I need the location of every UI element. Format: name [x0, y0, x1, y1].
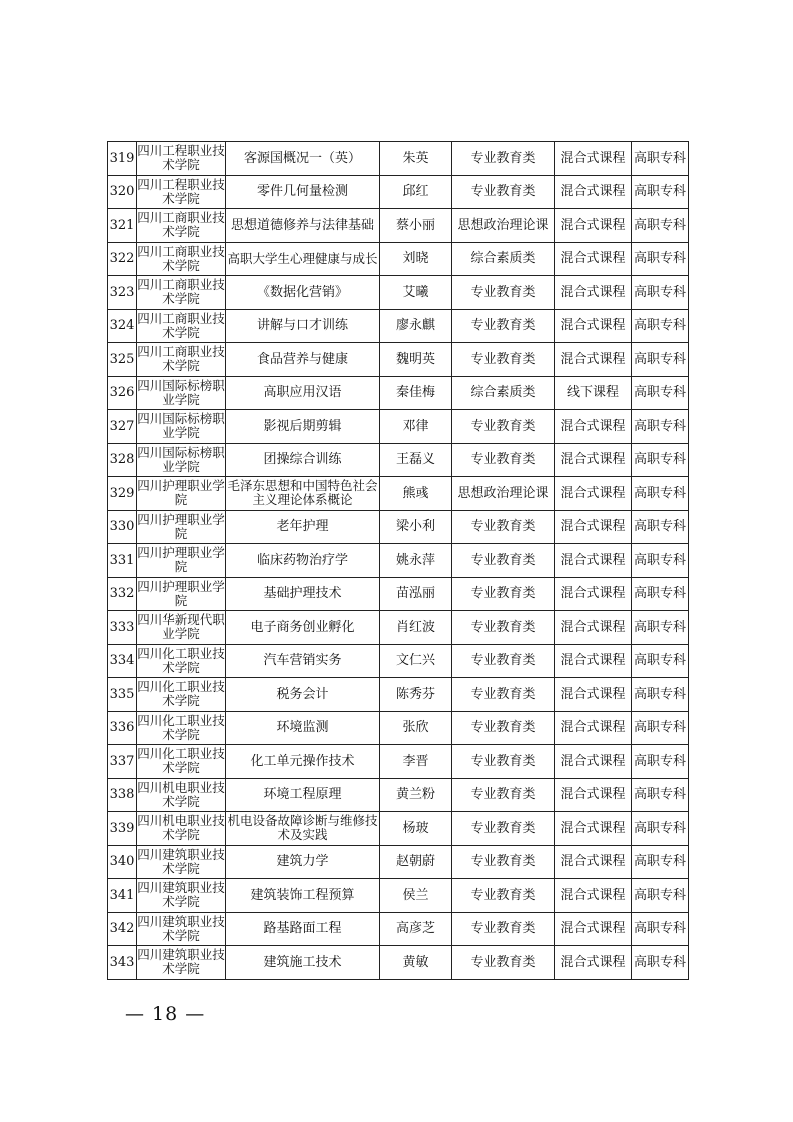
table-row — [108, 175, 689, 209]
course-type-cell: 混合式课程 — [555, 209, 632, 243]
row-number-cell: 329 — [108, 477, 137, 511]
course-type-cell: 混合式课程 — [555, 443, 632, 477]
teacher-cell: 李晋 — [380, 745, 452, 779]
course-name-cell: 基础护理技术 — [226, 577, 380, 611]
row-number-cell: 327 — [108, 410, 137, 444]
course-type-cell: 混合式课程 — [555, 142, 632, 176]
teacher-cell: 高彦芝 — [380, 912, 452, 946]
row-number-cell: 341 — [108, 879, 137, 913]
school-cell: 四川化工职业技术学院 — [137, 711, 226, 745]
table-row — [108, 577, 689, 611]
category-cell: 专业教育类 — [452, 711, 555, 745]
course-type-cell: 混合式课程 — [555, 644, 632, 678]
table-row — [108, 242, 689, 276]
course-type-cell: 混合式课程 — [555, 577, 632, 611]
school-cell: 四川工商职业技术学院 — [137, 209, 226, 243]
table-row — [108, 912, 689, 946]
category-cell: 专业教育类 — [452, 175, 555, 209]
course-name-cell: 食品营养与健康 — [226, 343, 380, 377]
course-name-cell: 环境工程原理 — [226, 778, 380, 812]
level-cell: 高职专科 — [632, 577, 689, 611]
teacher-cell: 侯兰 — [380, 879, 452, 913]
course-name-cell: 讲解与口才训练 — [226, 309, 380, 343]
level-cell: 高职专科 — [632, 711, 689, 745]
category-cell: 专业教育类 — [452, 276, 555, 310]
category-cell: 综合素质类 — [452, 242, 555, 276]
row-number-cell: 343 — [108, 946, 137, 980]
course-name-cell: 零件几何量检测 — [226, 175, 380, 209]
level-cell: 高职专科 — [632, 343, 689, 377]
category-cell: 综合素质类 — [452, 376, 555, 410]
category-cell: 专业教育类 — [452, 309, 555, 343]
row-number-cell: 325 — [108, 343, 137, 377]
row-number-cell: 342 — [108, 912, 137, 946]
table-row — [108, 946, 689, 980]
course-type-cell: 混合式课程 — [555, 946, 632, 980]
table-row — [108, 711, 689, 745]
teacher-cell: 张欣 — [380, 711, 452, 745]
teacher-cell: 邓律 — [380, 410, 452, 444]
category-cell: 专业教育类 — [452, 778, 555, 812]
course-type-cell: 混合式课程 — [555, 711, 632, 745]
course-name-cell: 临床药物治疗学 — [226, 544, 380, 578]
teacher-cell: 刘晓 — [380, 242, 452, 276]
course-name-cell: 税务会计 — [226, 678, 380, 712]
category-cell: 思想政治理论课 — [452, 209, 555, 243]
level-cell: 高职专科 — [632, 410, 689, 444]
category-cell: 专业教育类 — [452, 544, 555, 578]
teacher-cell: 姚永萍 — [380, 544, 452, 578]
course-list-table — [107, 141, 689, 980]
school-cell: 四川工商职业技术学院 — [137, 276, 226, 310]
level-cell: 高职专科 — [632, 812, 689, 846]
row-number-cell: 323 — [108, 276, 137, 310]
course-name-cell: 高职大学生心理健康与成长 — [226, 242, 380, 276]
category-cell: 专业教育类 — [452, 142, 555, 176]
course-type-cell: 混合式课程 — [555, 845, 632, 879]
table-row — [108, 343, 689, 377]
category-cell: 专业教育类 — [452, 879, 555, 913]
level-cell: 高职专科 — [632, 477, 689, 511]
course-name-cell: 化工单元操作技术 — [226, 745, 380, 779]
teacher-cell: 黄兰粉 — [380, 778, 452, 812]
row-number-cell: 338 — [108, 778, 137, 812]
teacher-cell: 朱英 — [380, 142, 452, 176]
table-row — [108, 745, 689, 779]
course-name-cell: 团操综合训练 — [226, 443, 380, 477]
teacher-cell: 苗泓丽 — [380, 577, 452, 611]
row-number-cell: 339 — [108, 812, 137, 846]
teacher-cell: 陈秀芬 — [380, 678, 452, 712]
course-name-cell: 汽车营销实务 — [226, 644, 380, 678]
course-name-cell: 建筑装饰工程预算 — [226, 879, 380, 913]
row-number-cell: 326 — [108, 376, 137, 410]
category-cell: 专业教育类 — [452, 745, 555, 779]
category-cell: 专业教育类 — [452, 812, 555, 846]
teacher-cell: 熊彧 — [380, 477, 452, 511]
course-type-cell: 混合式课程 — [555, 611, 632, 645]
row-number-cell: 320 — [108, 175, 137, 209]
course-type-cell: 混合式课程 — [555, 242, 632, 276]
table-row — [108, 879, 689, 913]
table-row — [108, 845, 689, 879]
row-number-cell: 336 — [108, 711, 137, 745]
table-row — [108, 142, 689, 176]
table-row — [108, 276, 689, 310]
school-cell: 四川工商职业技术学院 — [137, 343, 226, 377]
table-row — [108, 376, 689, 410]
school-cell: 四川护理职业学院 — [137, 577, 226, 611]
level-cell: 高职专科 — [632, 209, 689, 243]
course-name-cell: 路基路面工程 — [226, 912, 380, 946]
category-cell: 专业教育类 — [452, 443, 555, 477]
school-cell: 四川化工职业技术学院 — [137, 644, 226, 678]
level-cell: 高职专科 — [632, 510, 689, 544]
school-cell: 四川华新现代职业学院 — [137, 611, 226, 645]
teacher-cell: 艾曦 — [380, 276, 452, 310]
category-cell: 专业教育类 — [452, 912, 555, 946]
level-cell: 高职专科 — [632, 309, 689, 343]
course-type-cell: 混合式课程 — [555, 175, 632, 209]
table-row — [108, 309, 689, 343]
category-cell: 思想政治理论课 — [452, 477, 555, 511]
level-cell: 高职专科 — [632, 242, 689, 276]
course-name-cell: 机电设备故障诊断与维修技术及实践 — [226, 812, 380, 846]
row-number-cell: 321 — [108, 209, 137, 243]
level-cell: 高职专科 — [632, 912, 689, 946]
course-type-cell: 混合式课程 — [555, 276, 632, 310]
course-type-cell: 混合式课程 — [555, 510, 632, 544]
level-cell: 高职专科 — [632, 544, 689, 578]
level-cell: 高职专科 — [632, 142, 689, 176]
category-cell: 专业教育类 — [452, 946, 555, 980]
category-cell: 专业教育类 — [452, 845, 555, 879]
level-cell: 高职专科 — [632, 443, 689, 477]
school-cell: 四川机电职业技术学院 — [137, 778, 226, 812]
course-name-cell: 环境监测 — [226, 711, 380, 745]
course-name-cell: 毛泽东思想和中国特色社会主义理论体系概论 — [226, 477, 380, 511]
course-type-cell: 线下课程 — [555, 376, 632, 410]
school-cell: 四川化工职业技术学院 — [137, 745, 226, 779]
teacher-cell: 廖永麒 — [380, 309, 452, 343]
teacher-cell: 王磊义 — [380, 443, 452, 477]
school-cell: 四川国际标榜职业学院 — [137, 376, 226, 410]
level-cell: 高职专科 — [632, 644, 689, 678]
school-cell: 四川护理职业学院 — [137, 510, 226, 544]
school-cell: 四川化工职业技术学院 — [137, 678, 226, 712]
row-number-cell: 333 — [108, 611, 137, 645]
row-number-cell: 340 — [108, 845, 137, 879]
table-row — [108, 544, 689, 578]
row-number-cell: 324 — [108, 309, 137, 343]
school-cell: 四川建筑职业技术学院 — [137, 912, 226, 946]
level-cell: 高职专科 — [632, 175, 689, 209]
row-number-cell: 330 — [108, 510, 137, 544]
teacher-cell: 黄敏 — [380, 946, 452, 980]
course-type-cell: 混合式课程 — [555, 778, 632, 812]
level-cell: 高职专科 — [632, 745, 689, 779]
row-number-cell: 322 — [108, 242, 137, 276]
school-cell: 四川建筑职业技术学院 — [137, 879, 226, 913]
school-cell: 四川工商职业技术学院 — [137, 309, 226, 343]
category-cell: 专业教育类 — [452, 577, 555, 611]
table-row — [108, 611, 689, 645]
row-number-cell: 332 — [108, 577, 137, 611]
level-cell: 高职专科 — [632, 678, 689, 712]
course-type-cell: 混合式课程 — [555, 678, 632, 712]
school-cell: 四川国际标榜职业学院 — [137, 410, 226, 444]
table-body — [108, 142, 689, 980]
row-number-cell: 335 — [108, 678, 137, 712]
teacher-cell: 魏明英 — [380, 343, 452, 377]
course-name-cell: 电子商务创业孵化 — [226, 611, 380, 645]
table-row — [108, 410, 689, 444]
teacher-cell: 邱红 — [380, 175, 452, 209]
table-row — [108, 678, 689, 712]
category-cell: 专业教育类 — [452, 678, 555, 712]
table-row — [108, 209, 689, 243]
page-number: — 18 — — [125, 1003, 206, 1025]
school-cell: 四川护理职业学院 — [137, 544, 226, 578]
teacher-cell: 梁小利 — [380, 510, 452, 544]
course-type-cell: 混合式课程 — [555, 309, 632, 343]
category-cell: 专业教育类 — [452, 410, 555, 444]
row-number-cell: 319 — [108, 142, 137, 176]
course-name-cell: 影视后期剪辑 — [226, 410, 380, 444]
teacher-cell: 赵朝蔚 — [380, 845, 452, 879]
category-cell: 专业教育类 — [452, 611, 555, 645]
course-name-cell: 高职应用汉语 — [226, 376, 380, 410]
course-name-cell: 客源国概况一（英） — [226, 142, 380, 176]
course-type-cell: 混合式课程 — [555, 745, 632, 779]
row-number-cell: 337 — [108, 745, 137, 779]
teacher-cell: 蔡小丽 — [380, 209, 452, 243]
table-row — [108, 477, 689, 511]
course-name-cell: 老年护理 — [226, 510, 380, 544]
course-name-cell: 思想道德修养与法律基础 — [226, 209, 380, 243]
row-number-cell: 328 — [108, 443, 137, 477]
level-cell: 高职专科 — [632, 276, 689, 310]
school-cell: 四川工程职业技术学院 — [137, 142, 226, 176]
level-cell: 高职专科 — [632, 376, 689, 410]
row-number-cell: 331 — [108, 544, 137, 578]
level-cell: 高职专科 — [632, 778, 689, 812]
table-row — [108, 510, 689, 544]
course-type-cell: 混合式课程 — [555, 410, 632, 444]
school-cell: 四川建筑职业技术学院 — [137, 946, 226, 980]
school-cell: 四川工程职业技术学院 — [137, 175, 226, 209]
course-type-cell: 混合式课程 — [555, 477, 632, 511]
table-row — [108, 812, 689, 846]
level-cell: 高职专科 — [632, 946, 689, 980]
category-cell: 专业教育类 — [452, 644, 555, 678]
course-name-cell: 建筑力学 — [226, 845, 380, 879]
course-type-cell: 混合式课程 — [555, 812, 632, 846]
table-row — [108, 443, 689, 477]
school-cell: 四川国际标榜职业学院 — [137, 443, 226, 477]
course-type-cell: 混合式课程 — [555, 879, 632, 913]
course-type-cell: 混合式课程 — [555, 912, 632, 946]
school-cell: 四川护理职业学院 — [137, 477, 226, 511]
teacher-cell: 秦佳梅 — [380, 376, 452, 410]
course-type-cell: 混合式课程 — [555, 544, 632, 578]
course-type-cell: 混合式课程 — [555, 343, 632, 377]
teacher-cell: 文仁兴 — [380, 644, 452, 678]
school-cell: 四川建筑职业技术学院 — [137, 845, 226, 879]
table-row — [108, 644, 689, 678]
level-cell: 高职专科 — [632, 845, 689, 879]
row-number-cell: 334 — [108, 644, 137, 678]
table-row — [108, 778, 689, 812]
category-cell: 专业教育类 — [452, 343, 555, 377]
course-name-cell: 建筑施工技术 — [226, 946, 380, 980]
school-cell: 四川机电职业技术学院 — [137, 812, 226, 846]
level-cell: 高职专科 — [632, 611, 689, 645]
teacher-cell: 肖红波 — [380, 611, 452, 645]
category-cell: 专业教育类 — [452, 510, 555, 544]
teacher-cell: 杨玻 — [380, 812, 452, 846]
course-name-cell: 《数据化营销》 — [226, 276, 380, 310]
level-cell: 高职专科 — [632, 879, 689, 913]
school-cell: 四川工商职业技术学院 — [137, 242, 226, 276]
